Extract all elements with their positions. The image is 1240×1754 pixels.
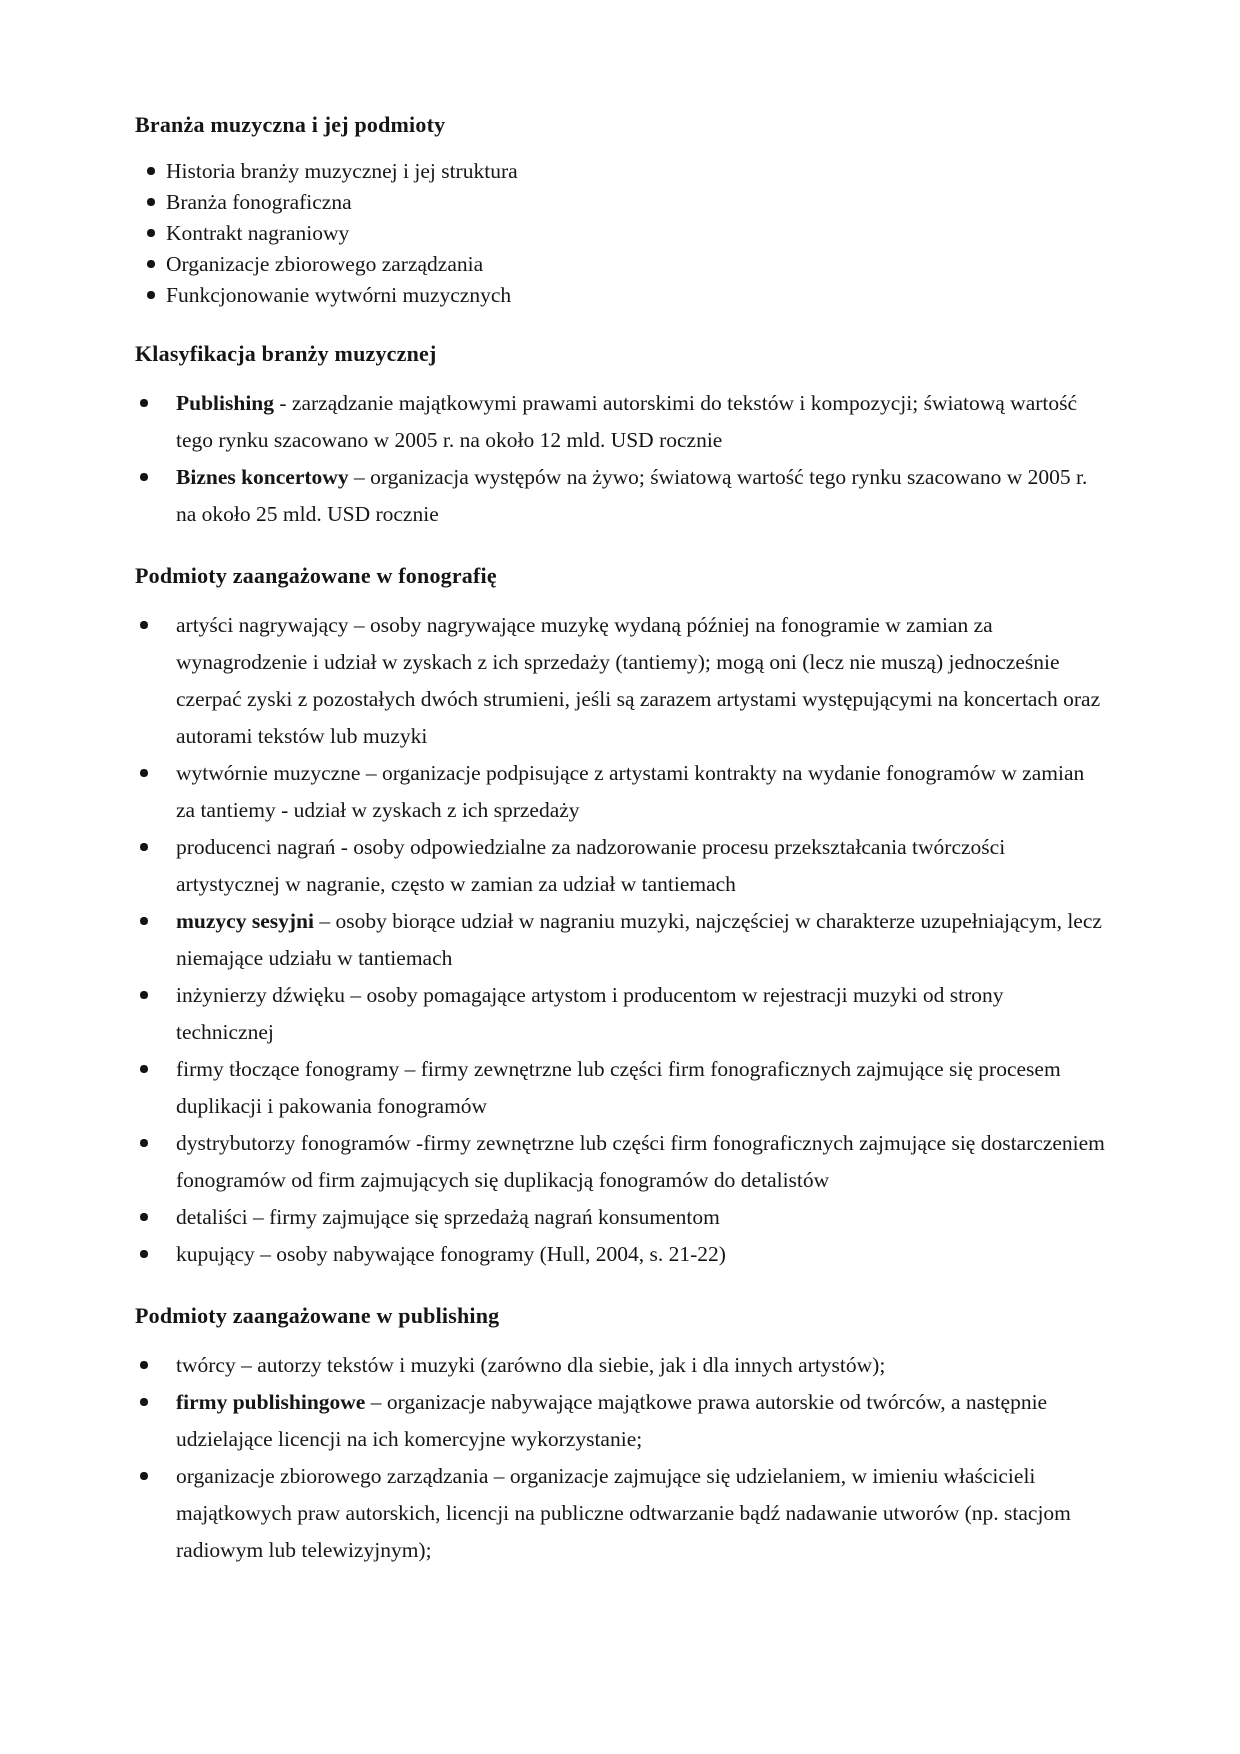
item-text: artyści nagrywający – osoby nagrywające muzykę wydaną później na fonogramie w zamian za wynagrodzenie i udział w zyskach z ich sprzedaży (tantiemy); mogą oni (lecz nie muszą) jednocześnie czerpać zyski z pozostałych dwóch strumieni, jeśli są zarazem artystami występującymi na koncertach oraz autorami tekstów lub muzyki: [176, 613, 1101, 748]
list-item: [135, 187, 1106, 218]
section-heading: Branża muzyczna i jej podmioty: [135, 112, 446, 137]
section-heading: Klasyfikacja branży muzycznej: [135, 341, 437, 366]
bullet-icon: [140, 1065, 148, 1073]
bullet-icon: [147, 167, 155, 175]
list-item: [135, 218, 1106, 249]
item-text: wytwórnie muzyczne – organizacje podpisujące z artystami kontrakty na wydanie fonogramów w zamian za tantiemy - udział w zyskach z ich sprzedaży: [176, 761, 1085, 822]
list-item: [135, 249, 1106, 280]
bullet-icon: [140, 1398, 148, 1406]
item-lead: muzycy sesyjni: [176, 909, 314, 933]
item-text: – osoby biorące udział w nagraniu muzyki, najczęściej w charakterze uzupełniającym, lecz niemające udziału w tantiemach: [176, 909, 1102, 970]
bullet-icon: [147, 260, 155, 268]
list-item: [135, 977, 1106, 1051]
list-item: [135, 1125, 1106, 1199]
list-item: [135, 1051, 1106, 1125]
section-heading: Podmioty zaangażowane w fonografię: [135, 563, 497, 588]
item-text: Kontrakt nagraniowy: [166, 221, 350, 245]
item-text: twórcy – autorzy tekstów i muzyki (zarówno dla siebie, jak i dla innych artystów);: [176, 1353, 886, 1377]
bullet-icon: [140, 1472, 148, 1480]
bullet-icon: [140, 621, 148, 629]
bullet-icon: [140, 1139, 148, 1147]
bullet-icon: [147, 198, 155, 206]
list-item: [135, 459, 1106, 533]
list-item: [135, 607, 1106, 755]
list-item: [135, 1458, 1106, 1569]
item-text: detaliści – firmy zajmujące się sprzedażą nagrań konsumentom: [176, 1205, 720, 1229]
item-text: inżynierzy dźwięku – osoby pomagające artystom i producentom w rejestracji muzyki od strony technicznej: [176, 983, 1004, 1044]
item-lead: Publishing: [176, 391, 274, 415]
bullet-icon: [140, 473, 148, 481]
list-item: [135, 903, 1106, 977]
item-text: Historia branży muzycznej i jej struktura: [166, 159, 518, 183]
bullet-icon: [140, 1361, 148, 1369]
item-text: Organizacje zbiorowego zarządzania: [166, 252, 484, 276]
item-text: - zarządzanie majątkowymi prawami autorskimi do tekstów i kompozycji; światową wartość tego rynku szacowano w 2005 r. na około 12 mld. USD rocznie: [176, 391, 1078, 452]
section-heading: Podmioty zaangażowane w publishing: [135, 1303, 500, 1328]
list-item: [135, 280, 1106, 311]
item-text: organizacje zbiorowego zarządzania – organizacje zajmujące się udzielaniem, w imieniu właścicieli majątkowych praw autorskich, licencji na publiczne odtwarzanie bądź nadawanie utworów (np. stacjom radiowym lub telewizyjnym);: [176, 1464, 1071, 1562]
item-text: Funkcjonowanie wytwórni muzycznych: [166, 283, 512, 307]
bullet-icon: [140, 1213, 148, 1221]
list-item: [135, 1384, 1106, 1458]
bullet-icon: [147, 229, 155, 237]
bullet-icon: [140, 991, 148, 999]
item-text: Branża fonograficzna: [166, 190, 352, 214]
bullet-icon: [147, 291, 155, 299]
bullet-icon: [140, 843, 148, 851]
list-item: [135, 755, 1106, 829]
list-item: [135, 385, 1106, 459]
item-text: – organizacje nabywające majątkowe prawa autorskie od twórców, a następnie udzielające licencji na ich komercyjne wykorzystanie;: [176, 1390, 1048, 1451]
bullet-icon: [140, 1250, 148, 1258]
list-item: [135, 1199, 1106, 1236]
list-item: [135, 156, 1106, 187]
item-text: – organizacja występów na żywo; światową wartość tego rynku szacowano w 2005 r. na około 25 mld. USD rocznie: [176, 465, 1088, 526]
item-text: producenci nagrań - osoby odpowiedzialne za nadzorowanie procesu przekształcania twórczości artystycznej w nagranie, często w zamian za udział w tantiemach: [176, 835, 1006, 896]
bullet-icon: [140, 917, 148, 925]
bullet-list: [135, 385, 1106, 533]
list-item: [135, 1347, 1106, 1384]
bullet-icon: [140, 399, 148, 407]
item-text: kupujący – osoby nabywające fonogramy (Hull, 2004, s. 21-22): [176, 1242, 726, 1266]
bullet-list: [135, 607, 1106, 1273]
bullet-list: [135, 1347, 1106, 1569]
bullet-icon: [140, 769, 148, 777]
list-item: [135, 1236, 1106, 1273]
item-text: firmy tłoczące fonogramy – firmy zewnętrzne lub części firm fonograficznych zajmujące się procesem duplikacji i pakowania fonogramów: [176, 1057, 1061, 1118]
item-text: dystrybutorzy fonogramów -firmy zewnętrzne lub części firm fonograficznych zajmujące się dostarczeniem fonogramów od firm zajmujących się duplikacją fonogramów do detalistów: [176, 1131, 1105, 1192]
item-lead: Biznes koncertowy: [176, 465, 349, 489]
item-lead: firmy publishingowe: [176, 1390, 366, 1414]
bullet-list: [135, 156, 1106, 311]
list-item: [135, 829, 1106, 903]
